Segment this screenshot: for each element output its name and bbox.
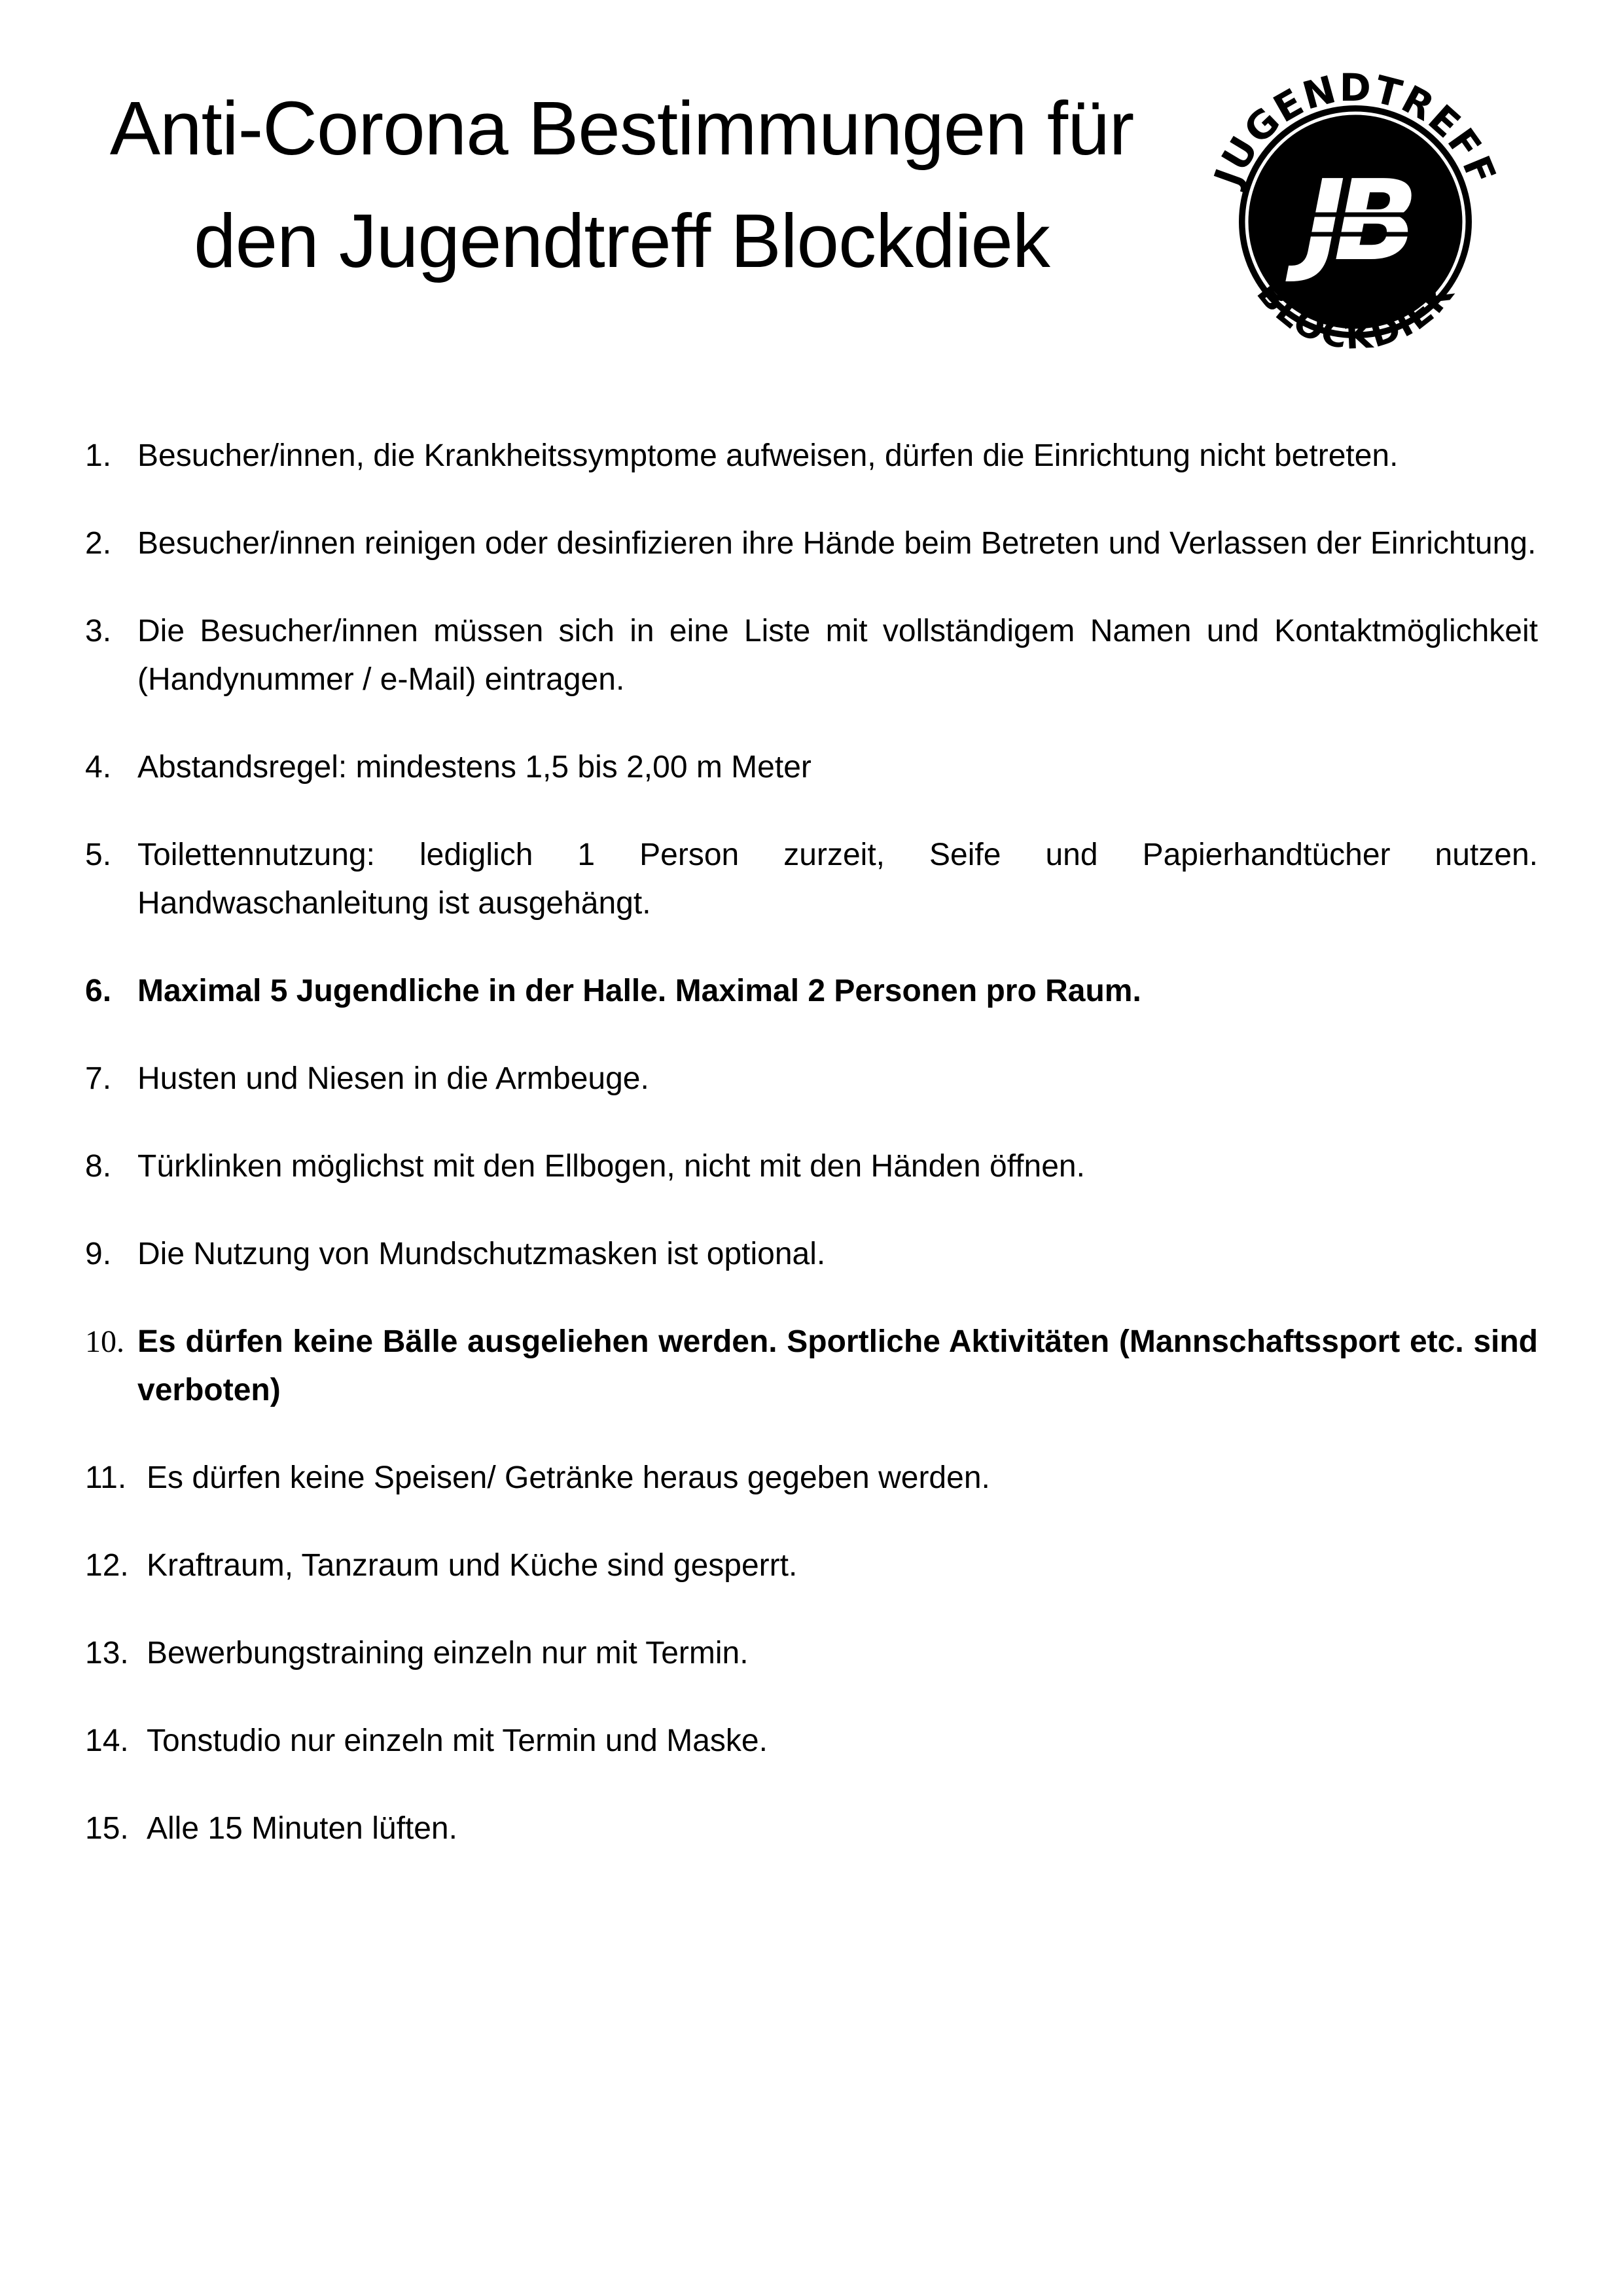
rule-text: Maximal 5 Jugendliche in der Halle. Maximal 2 Personen pro Raum. [137, 974, 1141, 1008]
rule-text: Türklinken möglichst mit den Ellbogen, nicht mit den Händen öffnen. [137, 1149, 1085, 1184]
title-line-2: den Jugendtreff Blockdiek [194, 198, 1050, 283]
logo-top-text: JUGENDTREFF [1205, 65, 1505, 192]
rule-number: 13. [85, 1636, 129, 1670]
rule-item [85, 1629, 1538, 1678]
rule-item [85, 520, 1538, 568]
rule-item [85, 1542, 1538, 1590]
rule-number: 12. [85, 1548, 129, 1583]
logo-bottom-text: BLOCKDIEK [1249, 272, 1462, 357]
rule-item [85, 432, 1538, 480]
rules-list [85, 432, 1538, 1892]
rule-text: Abstandsregel: mindestens 1,5 bis 2,00 m Meter [137, 750, 812, 785]
rule-text: Bewerbungstraining einzeln nur mit Termin. [147, 1636, 749, 1670]
rule-text: Die Besucher/innen müssen sich in eine Liste mit vollständigem Namen und Kontaktmöglichkeit (Handynummer / e-Mail) eintragen. [137, 614, 1538, 697]
rule-number: 15. [85, 1811, 129, 1846]
rule-number: 9. [85, 1237, 112, 1271]
rule-text: Alle 15 Minuten lüften. [147, 1811, 457, 1846]
rule-number: 11. [85, 1460, 127, 1495]
rule-number: 3. [85, 614, 112, 648]
rule-number: 7. [85, 1061, 112, 1096]
rule-text: Toilettennutzung: lediglich 1 Person zurzeit, Seife und Papierhandtücher nutzen. Handwaschanleitung ist ausgehängt. [137, 838, 1538, 921]
title-line-1: Anti-Corona Bestimmungen für [109, 86, 1134, 171]
rule-text: Kraftraum, Tanzraum und Küche sind gesperrt. [147, 1548, 798, 1583]
rule-number: 8. [85, 1149, 112, 1184]
rule-number: 4. [85, 750, 112, 785]
rule-item [85, 1055, 1538, 1103]
page-title [79, 72, 1165, 297]
rule-item [85, 831, 1538, 928]
rule-text: Die Nutzung von Mundschutzmasken ist optional. [137, 1237, 826, 1271]
rule-item [85, 1142, 1538, 1191]
rule-text: Es dürfen keine Bälle ausgeliehen werden. Sportliche Aktivitäten (Mannschaftssport etc. sind verboten) [137, 1324, 1538, 1407]
rule-item [85, 1454, 1538, 1502]
logo-monogram: JB [1304, 156, 1407, 286]
rule-text: Es dürfen keine Speisen/ Getränke heraus gegeben werden. [147, 1460, 990, 1495]
rule-number: 14. [85, 1723, 129, 1758]
rule-item [85, 1230, 1538, 1279]
rule-text: Husten und Niesen in die Armbeuge. [137, 1061, 649, 1096]
rule-number: 1. [85, 438, 112, 473]
rule-number: 6. [85, 974, 112, 1008]
rule-item [85, 743, 1538, 792]
rule-text: Besucher/innen reinigen oder desinfizieren ihre Hände beim Betreten und Verlassen der Einrichtung. [137, 526, 1537, 561]
rule-number: 5. [85, 838, 112, 872]
rule-item-emphasized [85, 1318, 1538, 1415]
rule-number: 2. [85, 526, 112, 561]
rule-text: Tonstudio nur einzeln mit Termin und Maske. [147, 1723, 768, 1758]
rule-item [85, 1717, 1538, 1765]
rule-text: Besucher/innen, die Krankheitssymptome aufweisen, dürfen die Einrichtung nicht betreten. [137, 438, 1399, 473]
rule-number: 10. [85, 1324, 124, 1359]
jugendtreff-blockdiek-logo [1196, 63, 1514, 381]
rule-item [85, 1805, 1538, 1853]
rule-item [85, 607, 1538, 704]
rule-item-emphasized [85, 967, 1538, 1016]
